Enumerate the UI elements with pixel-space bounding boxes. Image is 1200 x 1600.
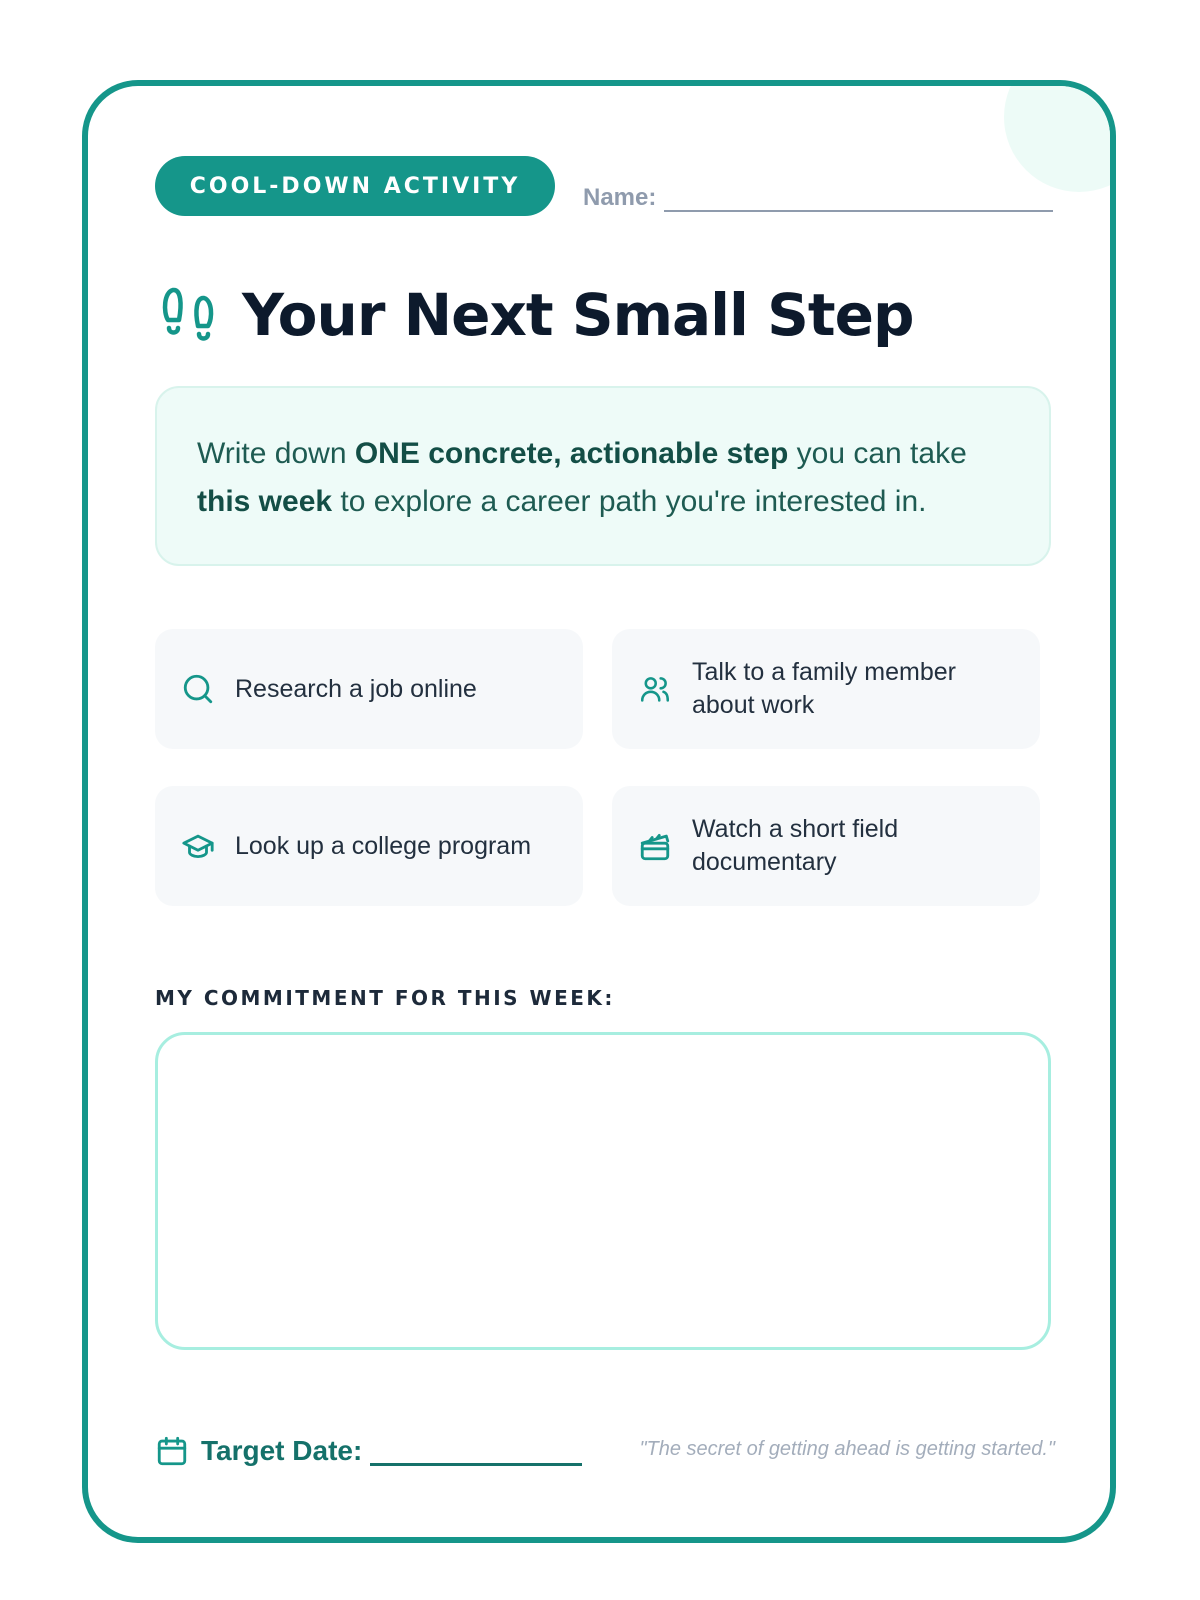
instruction-emphasis: this week bbox=[197, 485, 333, 518]
instruction-text: to explore a career path you're interested in. bbox=[332, 485, 927, 518]
option-college-program[interactable] bbox=[155, 786, 583, 906]
calendar-icon bbox=[155, 1434, 189, 1468]
target-date-label: Target Date: bbox=[201, 1435, 363, 1466]
clapperboard-icon bbox=[638, 829, 672, 863]
target-date-row bbox=[155, 1426, 582, 1476]
option-label: Talk to a family member about work bbox=[692, 658, 956, 719]
instruction-box bbox=[155, 386, 1051, 566]
target-date-field[interactable] bbox=[370, 1437, 582, 1466]
name-line[interactable] bbox=[664, 186, 1053, 212]
graduation-cap-icon bbox=[181, 829, 215, 863]
option-label: Research a job online bbox=[235, 674, 477, 703]
footprints-icon bbox=[158, 284, 220, 346]
option-label: Look up a college program bbox=[235, 831, 532, 860]
instruction-text: you can take bbox=[788, 437, 967, 470]
motivational-quote: "The secret of getting ahead is getting started." bbox=[639, 1438, 1055, 1460]
option-research-job[interactable] bbox=[155, 629, 583, 749]
option-watch-documentary[interactable] bbox=[612, 786, 1040, 906]
page-title: Your Next Small Step bbox=[242, 281, 914, 349]
activity-badge: COOL-DOWN ACTIVITY bbox=[155, 156, 555, 216]
name-label: Name: bbox=[583, 184, 657, 211]
option-label: Watch a short field documentary bbox=[692, 815, 899, 876]
users-icon bbox=[638, 672, 672, 706]
option-talk-family[interactable] bbox=[612, 629, 1040, 749]
commitment-label: MY COMMITMENT FOR THIS WEEK: bbox=[155, 986, 615, 1010]
instruction-text: Write down bbox=[197, 437, 355, 470]
title-row bbox=[158, 280, 913, 350]
search-icon bbox=[181, 672, 215, 706]
activity-card bbox=[82, 80, 1116, 1543]
name-field[interactable] bbox=[583, 172, 1053, 212]
instruction-emphasis: ONE concrete, actionable step bbox=[354, 437, 789, 470]
commitment-input[interactable] bbox=[155, 1032, 1051, 1350]
